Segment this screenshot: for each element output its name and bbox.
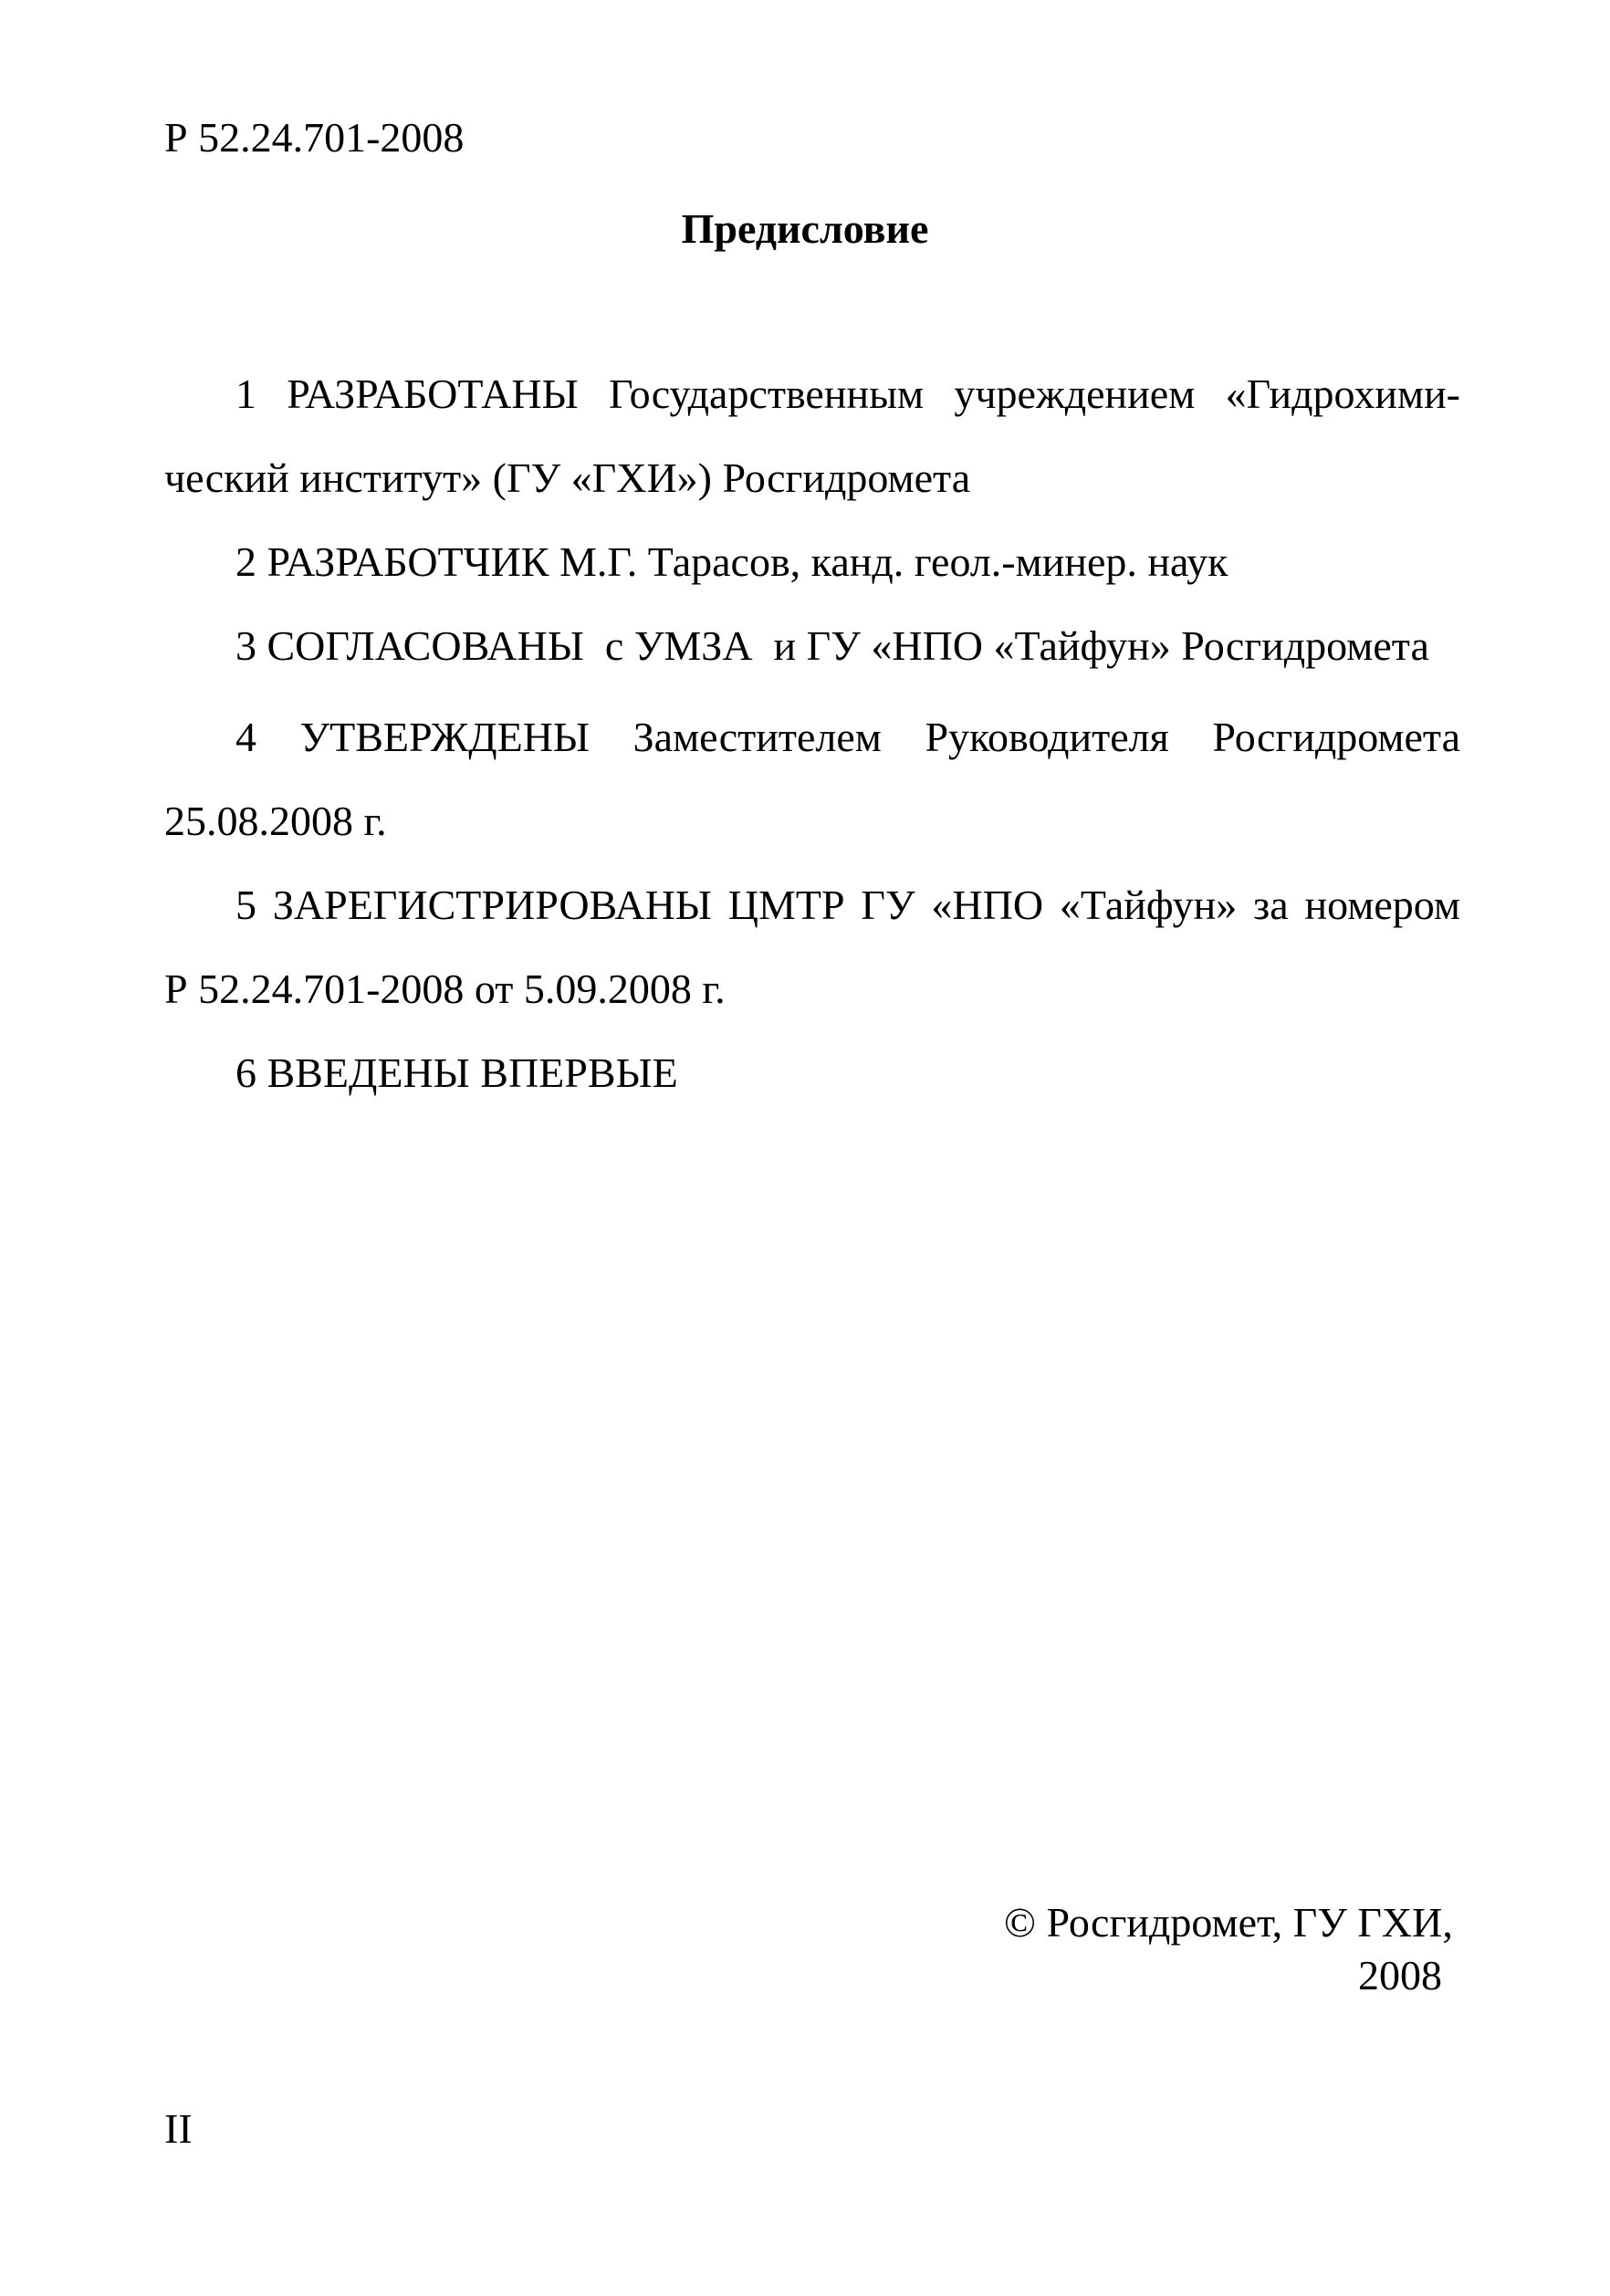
preface-item-1-line-2: ческий институт» (ГУ «ГХИ») Росгидромета [164, 454, 971, 501]
preface-item-4 [164, 695, 1460, 863]
preface-item-1 [164, 352, 1460, 520]
page-number: II [164, 2105, 193, 2152]
preface-item-4-line-1: 4 УТВЕРЖДЕНЫ Заместителем Руководителя Росгидромета [235, 714, 1460, 760]
preface-item-3-line-1: 3 СОГЛАСОВАНЫ с УМЗА и ГУ «НПО «Тайфун» Росгидромета [235, 622, 1429, 669]
preface-item-1-line-1: 1 РАЗРАБОТАНЫ Государственным учреждением «Гидрохими- [235, 370, 1460, 417]
preface-item-4-line-2: 25.08.2008 г. [164, 798, 387, 844]
copyright-notice [1004, 1896, 1453, 2002]
document-code: Р 52.24.701-2008 [164, 114, 465, 161]
copyright-line-1: © Росгидромет, ГУ ГХИ, [1004, 1899, 1453, 1946]
page-title: Предисловие [681, 205, 929, 252]
preface-item-6 [164, 1031, 1460, 1115]
preface-item-6-line-1: 6 ВВЕДЕНЫ ВПЕРВЫЕ [235, 1049, 678, 1096]
preface-item-2 [164, 520, 1460, 604]
preface-item-5 [164, 863, 1460, 1031]
preface-item-2-line-1: 2 РАЗРАБОТЧИК М.Г. Тарасов, канд. геол.-минер. наук [235, 538, 1228, 585]
preface-item-3 [164, 604, 1460, 688]
copyright-line-2: 2008 [1358, 1952, 1442, 1999]
preface-item-5-line-2: Р 52.24.701-2008 от 5.09.2008 г. [164, 965, 726, 1012]
preface-item-5-line-1: 5 ЗАРЕГИСТРИРОВАНЫ ЦМТР ГУ «НПО «Тайфун» за номером [235, 882, 1460, 928]
